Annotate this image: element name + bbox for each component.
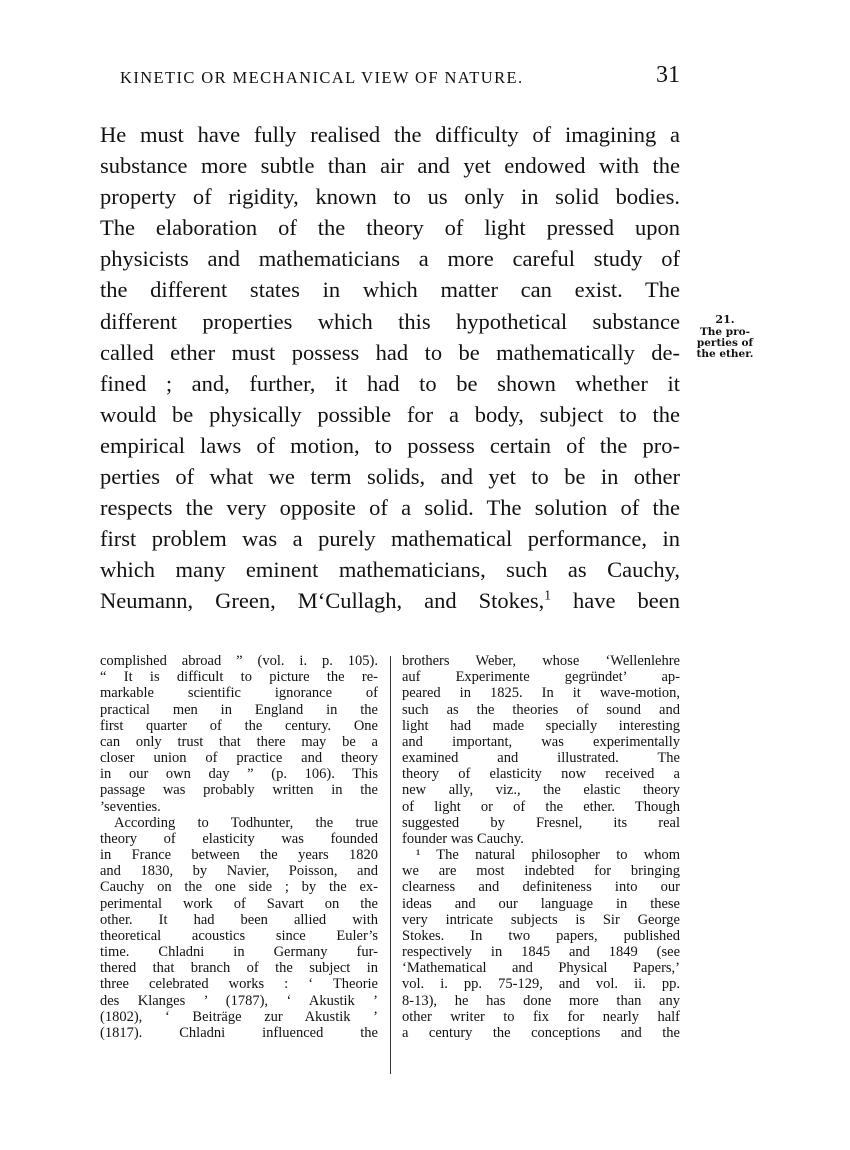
- footnote-line: three celebrated works : ‘ Theorie: [100, 976, 378, 993]
- body-line: first problem was a purely mathematical performance, in: [100, 526, 680, 552]
- body-line: respects the very opposite of a solid. The solution of the: [100, 495, 680, 521]
- footnote-line: theory of elasticity now received a: [402, 766, 680, 783]
- footnote-line: closer union of practice and theory: [100, 750, 378, 767]
- footnote-line: first quarter of the century. One: [100, 717, 378, 734]
- footnote-line: theoretical acoustics since Euler’s: [100, 927, 378, 944]
- body-line-tail: have been: [551, 588, 680, 614]
- footnote-line: des Klanges ’ (1787), ‘ Akustik ’: [100, 992, 378, 1009]
- body-line: fined ; and, further, it had to be shown whether it: [100, 370, 680, 396]
- body-line: which many eminent mathematicians, such as Cauchy,: [100, 557, 680, 583]
- footnote-line: and important, was experimentally: [402, 733, 680, 750]
- footnote-line: practical men in England in the: [100, 701, 378, 718]
- footnote-line: other. It had been allied with: [100, 911, 378, 928]
- body-text: [100, 119, 680, 617]
- footnote-line: auf Experimente gegründet’ ap-: [402, 669, 680, 686]
- footnote-line: time. Chladni in Germany fur-: [100, 944, 378, 961]
- footnote-line: founder was Cauchy.: [402, 830, 524, 847]
- margin-note-line: perties of: [696, 337, 754, 349]
- footnote-line: other writer to fix for nearly half: [402, 1008, 680, 1025]
- footnote-line: According to Todhunter, the true: [114, 814, 378, 831]
- footnote-line: thered that branch of the subject in: [100, 960, 378, 977]
- body-line-last: [100, 585, 680, 616]
- margin-note-line: The pro-: [699, 326, 751, 338]
- footnote-line: a century the conceptions and the: [402, 1024, 680, 1041]
- body-line: property of rigidity, known to us only in solid bodies.: [100, 184, 680, 210]
- section-number: 21.: [715, 313, 735, 326]
- footnote-line: (1817). Chladni influenced the: [100, 1024, 378, 1041]
- footnote-line: ’seventies.: [100, 798, 161, 815]
- footnote-line: brothers Weber, whose ‘Wellenlehre: [402, 653, 680, 669]
- body-line: The elaboration of the theory of light pressed upon: [100, 215, 680, 241]
- page-number: 31: [656, 62, 680, 88]
- footnote-line: ‘Mathematical and Physical Papers,’: [402, 960, 680, 977]
- margin-note: [688, 314, 762, 360]
- column-divider: [390, 656, 391, 1074]
- footnote-line: (1802), ‘ Beiträge zur Akustik ’: [100, 1008, 378, 1025]
- footnote-line: clearness and definiteness into our: [402, 879, 680, 896]
- footnote-line: and 1830, by Navier, Poisson, and: [100, 863, 378, 880]
- margin-note-line: the ether.: [696, 348, 754, 360]
- footnote-line: markable scientific ignorance of: [100, 685, 378, 702]
- footnote-line: peared in 1825. In it wave-motion,: [402, 685, 680, 702]
- footnote-line: ideas and our language in these: [402, 895, 680, 912]
- footnote-line: very intricate subjects is Sir George: [402, 911, 680, 928]
- footnote-line: “ It is difficult to picture the re-: [100, 669, 378, 686]
- footnote-line: complished abroad ” (vol. i. p. 105).: [100, 653, 378, 669]
- footnote-line: light had made specially interesting: [402, 717, 680, 734]
- footnote-line: vol. i. pp. 75-129, and vol. ii. pp.: [402, 976, 680, 993]
- footnote-line: 8-13), he has done more than any: [402, 992, 680, 1009]
- running-head-title: KINETIC OR MECHANICAL VIEW OF NATURE.: [120, 68, 524, 87]
- footnote-line: perimental work of Savart on the: [100, 895, 378, 912]
- body-line: He must have fully realised the difficulty of imagining a: [100, 122, 680, 147]
- body-line: perties of what we term solids, and yet to be in other: [100, 464, 680, 490]
- running-head: [100, 62, 680, 92]
- footnote-line: of light or of the ether. Though: [402, 798, 680, 815]
- footnote-line: suggested by Fresnel, its real: [402, 814, 680, 831]
- footnote-line: ¹ The natural philosopher to whom: [416, 847, 680, 864]
- footnote-line: in our own day ” (p. 106). This: [100, 766, 378, 783]
- footnote-line: such as the theories of sound and: [402, 701, 680, 718]
- body-line: physicists and mathematicians a more careful study of: [100, 246, 680, 272]
- footnote-column-left: [100, 653, 378, 1041]
- body-line: called ether must possess had to be mathematically de-: [100, 339, 680, 365]
- footnote-line: passage was probably written in the: [100, 782, 378, 799]
- body-line: the different states in which matter can exist. The: [100, 277, 680, 303]
- footnote-line: examined and illustrated. The: [402, 750, 680, 767]
- body-line-text: Neumann, Green, M‘Cullagh, and Stokes,: [100, 588, 545, 614]
- footnote-line: Cauchy on the one side ; by the ex-: [100, 879, 378, 896]
- footnote-line: theory of elasticity was founded: [100, 830, 378, 847]
- footnote-marker: 1: [544, 587, 551, 603]
- body-line: would be physically possible for a body, subject to the: [100, 401, 680, 427]
- footnote-line: can only trust that there may be a: [100, 733, 378, 750]
- footnote-line: in France between the years 1820: [100, 847, 378, 864]
- footnote-line: respectively in 1845 and 1849 (see: [402, 944, 680, 961]
- footnote-column-right: [402, 653, 680, 1041]
- footnote-line: Stokes. In two papers, published: [402, 927, 680, 944]
- footnote-line: new ally, viz., the elastic theory: [402, 782, 680, 799]
- footnote-line: we are most indebted for bringing: [402, 863, 680, 880]
- body-line: empirical laws of motion, to possess certain of the pro-: [100, 432, 680, 458]
- body-line: different properties which this hypothetical substance: [100, 308, 680, 334]
- body-line: substance more subtle than air and yet endowed with the: [100, 153, 680, 179]
